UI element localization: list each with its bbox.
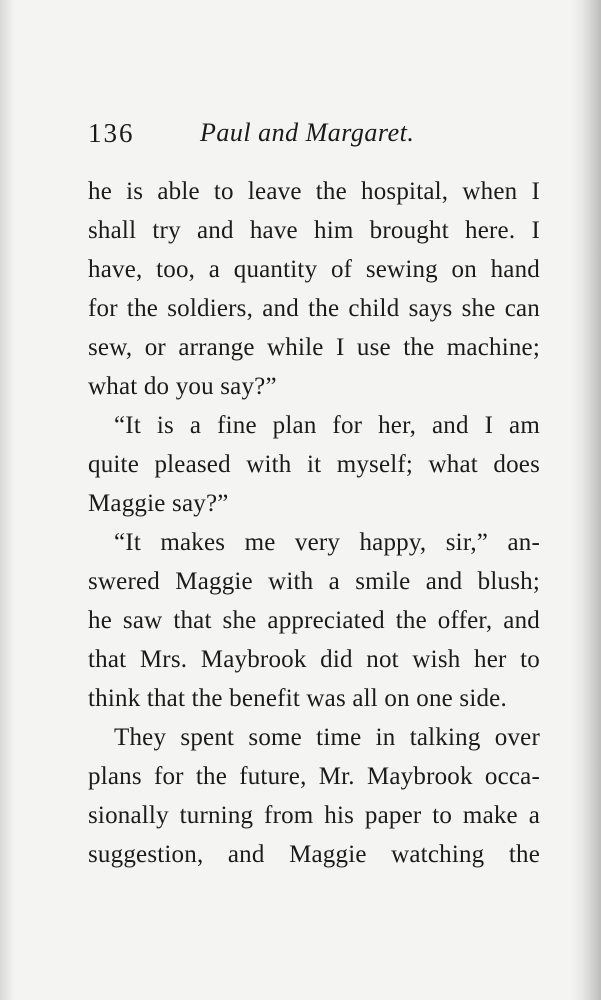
body-text xyxy=(88,172,540,874)
text-line: plans for the future, Mr. Maybrook occa- xyxy=(88,763,540,790)
text-line: “It makes me very happy, sir,” an- xyxy=(114,529,540,556)
page-number: 136 xyxy=(88,118,135,148)
page-left-edge-shadow xyxy=(0,0,14,1000)
text-line: sionally turning from his paper to make a xyxy=(88,802,540,829)
running-head xyxy=(88,118,541,154)
text-line: “It is a fine plan for her, and I am xyxy=(114,412,540,439)
text-line: what do you say?” xyxy=(88,373,277,400)
text-line: quite pleased with it myself; what does xyxy=(88,451,540,478)
text-line: that Mrs. Maybrook did not wish her to xyxy=(88,646,540,673)
text-line: he is able to leave the hospital, when I xyxy=(88,178,540,205)
text-line: think that the benefit was all on one side. xyxy=(88,685,507,712)
text-line: sew, or arrange while I use the machine; xyxy=(88,334,540,361)
running-title: Paul and Margaret. xyxy=(200,118,415,147)
page-right-edge-shadow xyxy=(571,0,601,1000)
text-line: shall try and have him brought here. I xyxy=(88,217,540,244)
text-line: have, too, a quantity of sewing on hand xyxy=(88,256,540,283)
text-line: for the soldiers, and the child says she can xyxy=(88,295,540,322)
text-line: Maggie say?” xyxy=(88,490,229,517)
text-line: he saw that she appreciated the offer, and xyxy=(88,607,540,634)
text-line: They spent some time in talking over xyxy=(114,724,540,751)
text-line: swered Maggie with a smile and blush; xyxy=(88,568,540,595)
text-line: suggestion, and Maggie watching the xyxy=(88,841,540,868)
